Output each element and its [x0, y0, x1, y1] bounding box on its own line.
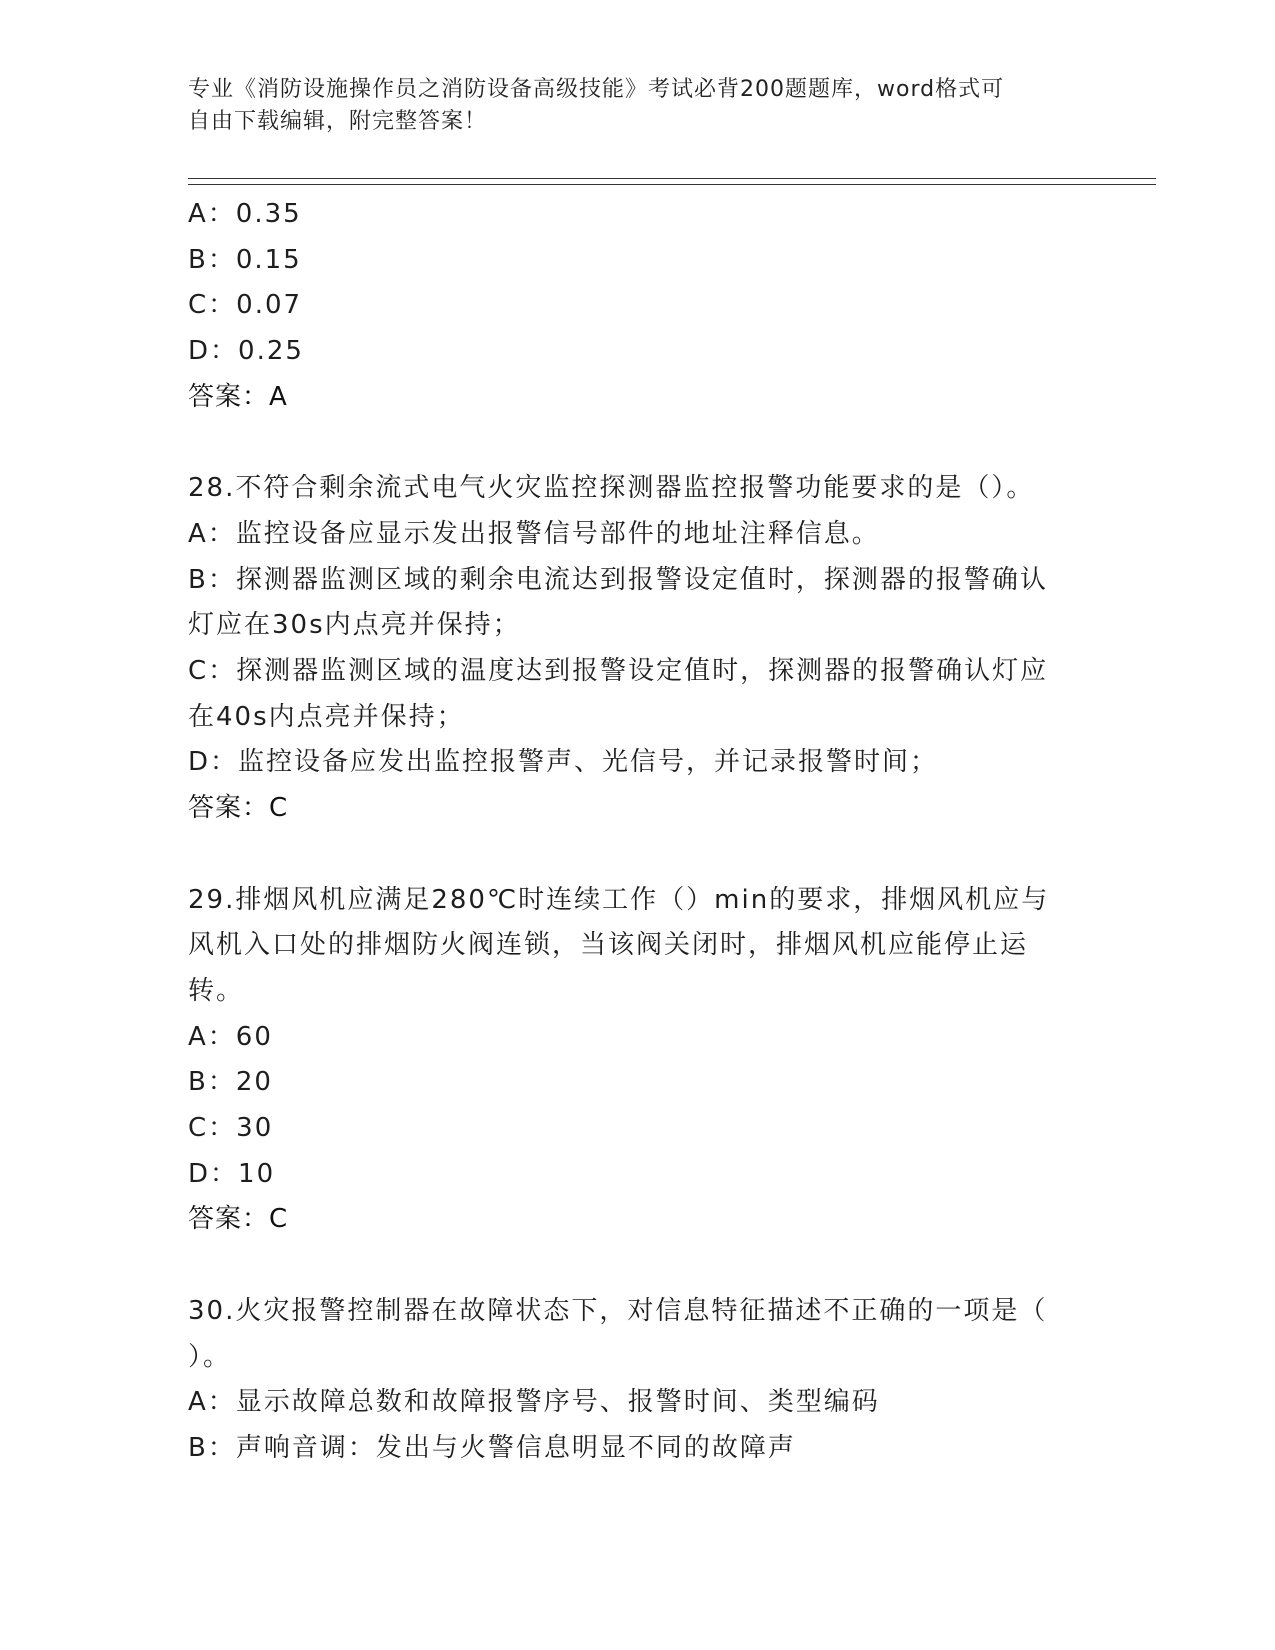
question-spacer	[188, 832, 1088, 878]
option-c: C：0.07	[188, 290, 303, 321]
header-line-2: 自由下载编辑，附完整答案！	[188, 109, 488, 134]
option-c: C：30	[188, 1113, 274, 1144]
option-c-continued: 在40s内点亮并保持；	[188, 701, 465, 732]
option-d: D：监控设备应发出监控报警声、光信号，并记录报警时间；	[188, 747, 939, 778]
question-stem: 28.不符合剩余流式电气火灾监控探测器监控报警功能要求的是（）。	[188, 473, 1035, 504]
option-b: B：20	[188, 1067, 273, 1098]
option-d: D：10	[188, 1158, 276, 1189]
header-divider	[188, 178, 1156, 185]
option-a: A：60	[188, 1021, 273, 1052]
answer-line: 答案：C	[188, 793, 289, 824]
option-c: C：探测器监测区域的温度达到报警设定值时，探测器的报警确认灯应	[188, 656, 1049, 687]
option-a: A：显示故障总数和故障报警序号、报警时间、类型编码	[188, 1387, 880, 1418]
option-b-continued: 灯应在30s内点亮并保持；	[188, 610, 521, 641]
option-d: D：0.25	[188, 336, 304, 367]
question-stem-continued: 风机入口处的排烟防火阀连锁，当该阀关闭时，排烟风机应能停止运	[188, 930, 1029, 961]
header-line-1: 专业《消防设施操作员之消防设备高级技能》考试必背200题题库，word格式可	[188, 77, 1005, 102]
question-content	[188, 192, 1088, 1472]
question-29	[188, 878, 1088, 1244]
question-stem-continued: 转。	[188, 975, 245, 1006]
answer-line: 答案：A	[188, 381, 288, 412]
answer-line: 答案：C	[188, 1204, 289, 1235]
question-stem-continued: ）。	[188, 1341, 232, 1372]
document-header	[188, 74, 1068, 138]
option-a: A：监控设备应显示发出报警信号部件的地址注释信息。	[188, 518, 880, 549]
question-spacer	[188, 1243, 1088, 1289]
question-stem: 30.火灾报警控制器在故障状态下，对信息特征描述不正确的一项是（	[188, 1295, 1048, 1326]
option-b: B：声响音调：发出与火警信息明显不同的故障声	[188, 1432, 796, 1463]
option-a: A：0.35	[188, 199, 302, 229]
option-b: B：0.15	[188, 244, 302, 275]
question-spacer	[188, 421, 1088, 467]
option-b: B：探测器监测区域的剩余电流达到报警设定值时，探测器的报警确认	[188, 564, 1048, 595]
previous-question-tail	[188, 192, 1088, 421]
question-28	[188, 466, 1088, 832]
question-stem: 29.排烟风机应满足280℃时连续工作（）min的要求，排烟风机应与	[188, 884, 1050, 915]
question-30	[188, 1289, 1088, 1472]
